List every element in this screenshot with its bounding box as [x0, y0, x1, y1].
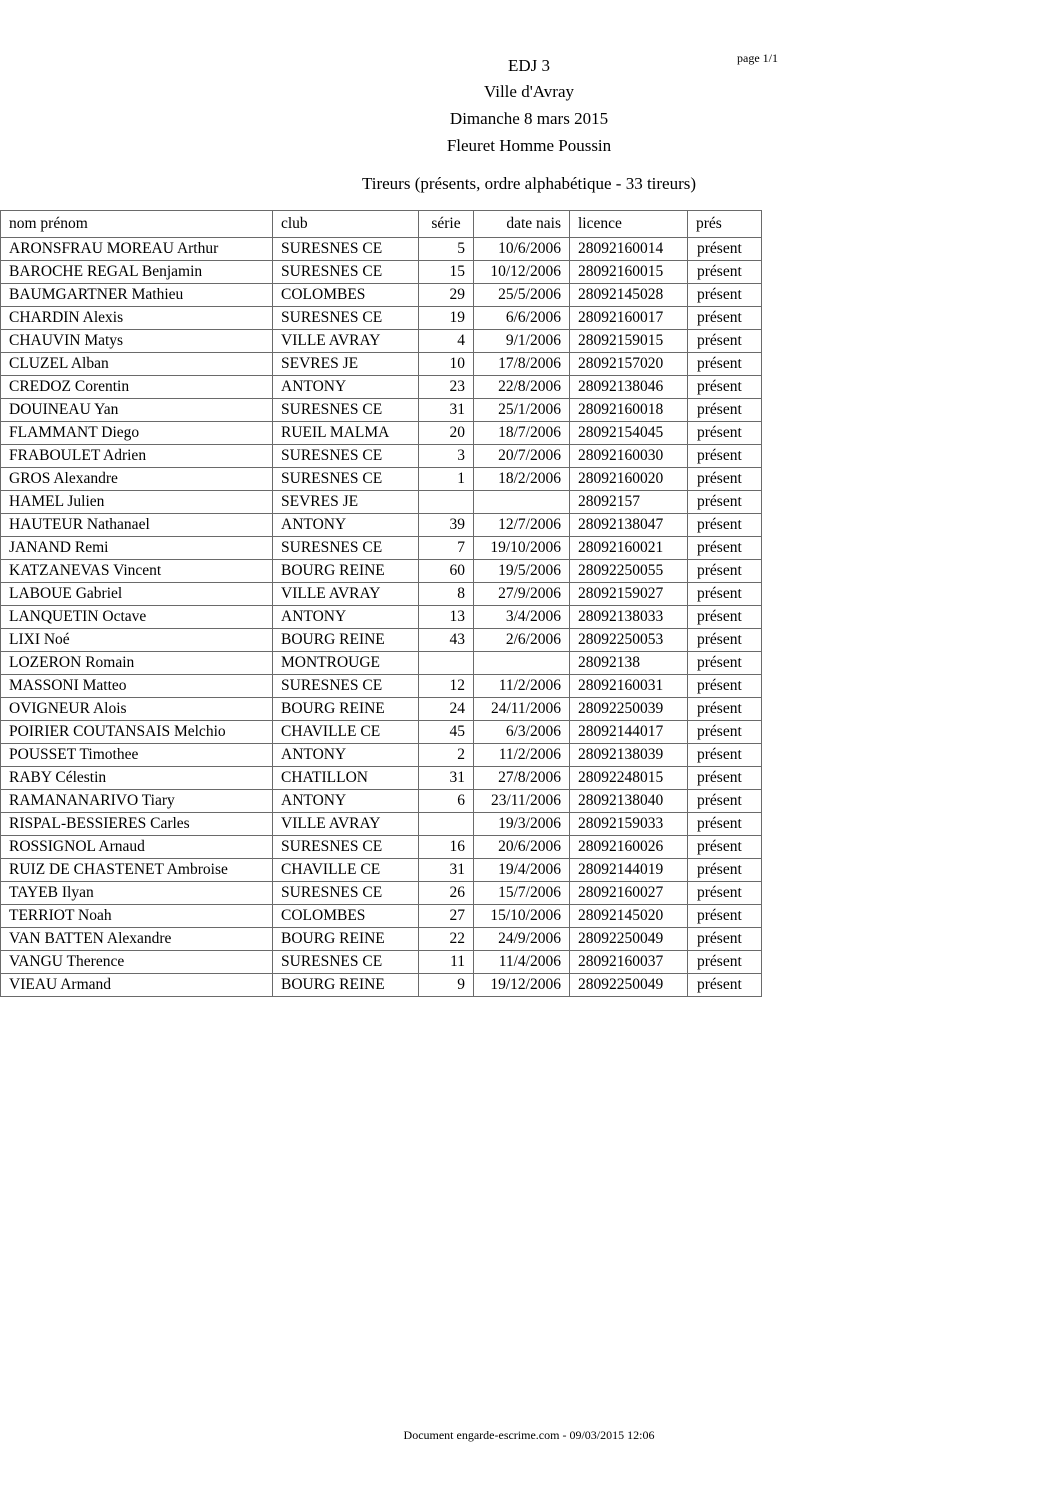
cell-birthdate: 9/1/2006 — [474, 330, 570, 353]
cell-name: DOUINEAU Yan — [1, 399, 273, 422]
table-row — [1, 905, 762, 928]
cell-serie: 23 — [419, 376, 474, 399]
cell-birthdate — [474, 491, 570, 514]
cell-birthdate: 25/5/2006 — [474, 284, 570, 307]
cell-name: TERRIOT Noah — [1, 905, 273, 928]
cell-birthdate: 19/10/2006 — [474, 537, 570, 560]
list-subtitle: Tireurs (présents, ordre alphabétique - 33 tireurs) — [361, 174, 697, 193]
cell-licence: 28092144019 — [570, 859, 688, 882]
cell-licence: 28092159033 — [570, 813, 688, 836]
cell-serie: 16 — [419, 836, 474, 859]
cell-birthdate: 20/6/2006 — [474, 836, 570, 859]
cell-club: ANTONY — [273, 514, 419, 537]
cell-club: ANTONY — [273, 790, 419, 813]
cell-presence: présent — [688, 928, 762, 951]
cell-club: COLOMBES — [273, 284, 419, 307]
column-header-serie: série — [419, 211, 474, 238]
table-row — [1, 560, 762, 583]
cell-club: SURESNES CE — [273, 261, 419, 284]
cell-name: RABY Célestin — [1, 767, 273, 790]
event-date: Dimanche 8 mars 2015 — [449, 109, 609, 128]
cell-licence: 28092160031 — [570, 675, 688, 698]
table-row — [1, 974, 762, 997]
cell-name: OVIGNEUR Alois — [1, 698, 273, 721]
footer-note: Document engarde-escrime.com - 09/03/2015 12:06 — [403, 1428, 655, 1442]
cell-presence: présent — [688, 537, 762, 560]
table-row — [1, 951, 762, 974]
table-header-row — [1, 211, 762, 238]
column-header-club: club — [273, 211, 419, 238]
table-row — [1, 606, 762, 629]
cell-birthdate: 25/1/2006 — [474, 399, 570, 422]
cell-presence: présent — [688, 284, 762, 307]
cell-serie: 8 — [419, 583, 474, 606]
cell-presence: présent — [688, 790, 762, 813]
table-row — [1, 238, 762, 261]
table-row — [1, 468, 762, 491]
cell-name: RISPAL-BESSIERES Carles — [1, 813, 273, 836]
cell-club: SURESNES CE — [273, 238, 419, 261]
table-row — [1, 813, 762, 836]
table-row — [1, 836, 762, 859]
cell-name: POUSSET Timothee — [1, 744, 273, 767]
cell-name: TAYEB Ilyan — [1, 882, 273, 905]
cell-licence: 28092145028 — [570, 284, 688, 307]
cell-name: LOZERON Romain — [1, 652, 273, 675]
cell-birthdate: 24/9/2006 — [474, 928, 570, 951]
cell-serie: 31 — [419, 399, 474, 422]
column-header-licence: licence — [570, 211, 688, 238]
cell-licence: 28092250053 — [570, 629, 688, 652]
cell-birthdate: 18/2/2006 — [474, 468, 570, 491]
column-header-name: nom prénom — [1, 211, 273, 238]
cell-birthdate: 19/4/2006 — [474, 859, 570, 882]
cell-serie: 15 — [419, 261, 474, 284]
cell-serie: 45 — [419, 721, 474, 744]
cell-presence: présent — [688, 951, 762, 974]
cell-name: CHAUVIN Matys — [1, 330, 273, 353]
cell-serie: 60 — [419, 560, 474, 583]
cell-birthdate: 11/2/2006 — [474, 744, 570, 767]
table-row — [1, 583, 762, 606]
cell-serie: 2 — [419, 744, 474, 767]
cell-licence: 28092160017 — [570, 307, 688, 330]
cell-presence: présent — [688, 744, 762, 767]
cell-birthdate: 12/7/2006 — [474, 514, 570, 537]
cell-birthdate: 27/9/2006 — [474, 583, 570, 606]
cell-serie: 5 — [419, 238, 474, 261]
cell-birthdate: 23/11/2006 — [474, 790, 570, 813]
table-row — [1, 422, 762, 445]
cell-name: CHARDIN Alexis — [1, 307, 273, 330]
cell-licence: 28092250049 — [570, 928, 688, 951]
cell-licence: 28092160027 — [570, 882, 688, 905]
cell-birthdate: 17/8/2006 — [474, 353, 570, 376]
cell-licence: 28092157020 — [570, 353, 688, 376]
cell-name: FLAMMANT Diego — [1, 422, 273, 445]
cell-licence: 28092250055 — [570, 560, 688, 583]
cell-club: VILLE AVRAY — [273, 583, 419, 606]
cell-club: CHAVILLE CE — [273, 859, 419, 882]
cell-birthdate: 27/8/2006 — [474, 767, 570, 790]
cell-club: ANTONY — [273, 376, 419, 399]
cell-serie: 29 — [419, 284, 474, 307]
cell-serie: 26 — [419, 882, 474, 905]
cell-serie: 9 — [419, 974, 474, 997]
cell-licence: 28092160018 — [570, 399, 688, 422]
cell-serie: 19 — [419, 307, 474, 330]
cell-licence: 28092157 — [570, 491, 688, 514]
cell-name: KATZANEVAS Vincent — [1, 560, 273, 583]
cell-name: VANGU Therence — [1, 951, 273, 974]
cell-presence: présent — [688, 721, 762, 744]
event-category: Fleuret Homme Poussin — [446, 136, 612, 155]
cell-birthdate: 18/7/2006 — [474, 422, 570, 445]
cell-name: LIXI Noé — [1, 629, 273, 652]
cell-serie: 39 — [419, 514, 474, 537]
cell-club: COLOMBES — [273, 905, 419, 928]
cell-name: LABOUE Gabriel — [1, 583, 273, 606]
cell-presence: présent — [688, 514, 762, 537]
cell-club: MONTROUGE — [273, 652, 419, 675]
cell-licence: 28092145020 — [570, 905, 688, 928]
cell-club: SURESNES CE — [273, 537, 419, 560]
cell-serie: 6 — [419, 790, 474, 813]
table-row — [1, 928, 762, 951]
cell-presence: présent — [688, 882, 762, 905]
cell-name: VAN BATTEN Alexandre — [1, 928, 273, 951]
cell-club: BOURG REINE — [273, 629, 419, 652]
cell-birthdate: 15/7/2006 — [474, 882, 570, 905]
table-row — [1, 307, 762, 330]
cell-presence: présent — [688, 698, 762, 721]
cell-serie: 43 — [419, 629, 474, 652]
cell-serie: 31 — [419, 859, 474, 882]
cell-club: BOURG REINE — [273, 698, 419, 721]
cell-licence: 28092250049 — [570, 974, 688, 997]
cell-name: BAUMGARTNER Mathieu — [1, 284, 273, 307]
column-header-presence: prés — [688, 211, 762, 238]
table-row — [1, 284, 762, 307]
event-title: EDJ 3 — [507, 56, 551, 75]
cell-licence: 28092248015 — [570, 767, 688, 790]
cell-club: SURESNES CE — [273, 399, 419, 422]
cell-name: LANQUETIN Octave — [1, 606, 273, 629]
table-row — [1, 376, 762, 399]
cell-presence: présent — [688, 491, 762, 514]
cell-name: VIEAU Armand — [1, 974, 273, 997]
cell-presence: présent — [688, 767, 762, 790]
cell-serie: 31 — [419, 767, 474, 790]
table-row — [1, 698, 762, 721]
cell-licence: 28092160021 — [570, 537, 688, 560]
cell-name: HAUTEUR Nathanael — [1, 514, 273, 537]
cell-serie — [419, 813, 474, 836]
cell-presence: présent — [688, 836, 762, 859]
cell-serie: 4 — [419, 330, 474, 353]
cell-club: SURESNES CE — [273, 882, 419, 905]
cell-birthdate: 11/4/2006 — [474, 951, 570, 974]
cell-name: MASSONI Matteo — [1, 675, 273, 698]
cell-birthdate: 20/7/2006 — [474, 445, 570, 468]
cell-presence: présent — [688, 629, 762, 652]
cell-serie: 10 — [419, 353, 474, 376]
cell-name: CREDOZ Corentin — [1, 376, 273, 399]
cell-club: SURESNES CE — [273, 468, 419, 491]
cell-club: SURESNES CE — [273, 675, 419, 698]
table-row — [1, 261, 762, 284]
cell-licence: 28092154045 — [570, 422, 688, 445]
cell-club: SEVRES JE — [273, 353, 419, 376]
cell-name: ARONSFRAU MOREAU Arthur — [1, 238, 273, 261]
cell-presence: présent — [688, 974, 762, 997]
cell-presence: présent — [688, 399, 762, 422]
cell-licence: 28092138 — [570, 652, 688, 675]
cell-licence: 28092159015 — [570, 330, 688, 353]
cell-licence: 28092138047 — [570, 514, 688, 537]
cell-birthdate: 15/10/2006 — [474, 905, 570, 928]
table-row — [1, 675, 762, 698]
cell-name: POIRIER COUTANSAIS Melchio — [1, 721, 273, 744]
cell-name: GROS Alexandre — [1, 468, 273, 491]
cell-licence: 28092138046 — [570, 376, 688, 399]
cell-serie — [419, 652, 474, 675]
cell-licence: 28092160014 — [570, 238, 688, 261]
cell-serie — [419, 491, 474, 514]
table-row — [1, 629, 762, 652]
cell-name: RAMANANARIVO Tiary — [1, 790, 273, 813]
cell-name: RUIZ DE CHASTENET Ambroise — [1, 859, 273, 882]
cell-name: CLUZEL Alban — [1, 353, 273, 376]
cell-birthdate: 24/11/2006 — [474, 698, 570, 721]
cell-presence: présent — [688, 859, 762, 882]
cell-club: CHAVILLE CE — [273, 721, 419, 744]
cell-presence: présent — [688, 583, 762, 606]
table-row — [1, 721, 762, 744]
cell-serie: 24 — [419, 698, 474, 721]
cell-birthdate: 19/3/2006 — [474, 813, 570, 836]
cell-licence: 28092159027 — [570, 583, 688, 606]
cell-licence: 28092160020 — [570, 468, 688, 491]
table-row — [1, 353, 762, 376]
cell-presence: présent — [688, 353, 762, 376]
cell-licence: 28092138040 — [570, 790, 688, 813]
cell-birthdate: 22/8/2006 — [474, 376, 570, 399]
cell-serie: 3 — [419, 445, 474, 468]
cell-club: SURESNES CE — [273, 445, 419, 468]
table-row — [1, 790, 762, 813]
cell-serie: 22 — [419, 928, 474, 951]
cell-club: SURESNES CE — [273, 307, 419, 330]
cell-name: HAMEL Julien — [1, 491, 273, 514]
table-row — [1, 330, 762, 353]
cell-presence: présent — [688, 652, 762, 675]
table-row — [1, 767, 762, 790]
cell-presence: présent — [688, 813, 762, 836]
cell-serie: 7 — [419, 537, 474, 560]
cell-presence: présent — [688, 330, 762, 353]
cell-presence: présent — [688, 307, 762, 330]
table-row — [1, 491, 762, 514]
cell-club: SURESNES CE — [273, 836, 419, 859]
cell-name: ROSSIGNOL Arnaud — [1, 836, 273, 859]
cell-presence: présent — [688, 560, 762, 583]
cell-serie: 12 — [419, 675, 474, 698]
cell-serie: 1 — [419, 468, 474, 491]
cell-presence: présent — [688, 261, 762, 284]
cell-club: BOURG REINE — [273, 560, 419, 583]
cell-presence: présent — [688, 376, 762, 399]
cell-club: CHATILLON — [273, 767, 419, 790]
cell-serie: 27 — [419, 905, 474, 928]
cell-birthdate: 3/4/2006 — [474, 606, 570, 629]
cell-licence: 28092160030 — [570, 445, 688, 468]
cell-presence: présent — [688, 238, 762, 261]
cell-presence: présent — [688, 468, 762, 491]
cell-club: ANTONY — [273, 606, 419, 629]
table-row — [1, 537, 762, 560]
cell-name: JANAND Remi — [1, 537, 273, 560]
table-row — [1, 882, 762, 905]
cell-club: BOURG REINE — [273, 928, 419, 951]
cell-club: SEVRES JE — [273, 491, 419, 514]
table-row — [1, 744, 762, 767]
cell-presence: présent — [688, 606, 762, 629]
table-row — [1, 445, 762, 468]
cell-birthdate: 10/12/2006 — [474, 261, 570, 284]
cell-presence: présent — [688, 422, 762, 445]
cell-name: FRABOULET Adrien — [1, 445, 273, 468]
cell-presence: présent — [688, 445, 762, 468]
event-location: Ville d'Avray — [483, 82, 574, 101]
fencers-table — [0, 210, 762, 997]
cell-club: ANTONY — [273, 744, 419, 767]
page-number: page 1/1 — [737, 51, 778, 65]
cell-presence: présent — [688, 675, 762, 698]
cell-birthdate: 6/6/2006 — [474, 307, 570, 330]
cell-birthdate: 11/2/2006 — [474, 675, 570, 698]
cell-club: VILLE AVRAY — [273, 813, 419, 836]
cell-club: VILLE AVRAY — [273, 330, 419, 353]
cell-club: SURESNES CE — [273, 951, 419, 974]
table-row — [1, 399, 762, 422]
cell-birthdate: 10/6/2006 — [474, 238, 570, 261]
cell-licence: 28092160026 — [570, 836, 688, 859]
cell-serie: 20 — [419, 422, 474, 445]
cell-licence: 28092144017 — [570, 721, 688, 744]
cell-birthdate: 6/3/2006 — [474, 721, 570, 744]
cell-birthdate — [474, 652, 570, 675]
column-header-birthdate: date nais — [474, 211, 570, 238]
cell-birthdate: 2/6/2006 — [474, 629, 570, 652]
table-row — [1, 514, 762, 537]
cell-presence: présent — [688, 905, 762, 928]
cell-licence: 28092160015 — [570, 261, 688, 284]
cell-club: RUEIL MALMA — [273, 422, 419, 445]
cell-licence: 28092138033 — [570, 606, 688, 629]
cell-serie: 13 — [419, 606, 474, 629]
cell-licence: 28092138039 — [570, 744, 688, 767]
cell-serie: 11 — [419, 951, 474, 974]
table-row — [1, 859, 762, 882]
cell-club: BOURG REINE — [273, 974, 419, 997]
cell-name: BAROCHE REGAL Benjamin — [1, 261, 273, 284]
cell-birthdate: 19/5/2006 — [474, 560, 570, 583]
cell-birthdate: 19/12/2006 — [474, 974, 570, 997]
cell-licence: 28092160037 — [570, 951, 688, 974]
table-row — [1, 652, 762, 675]
table-body — [1, 238, 762, 997]
cell-licence: 28092250039 — [570, 698, 688, 721]
